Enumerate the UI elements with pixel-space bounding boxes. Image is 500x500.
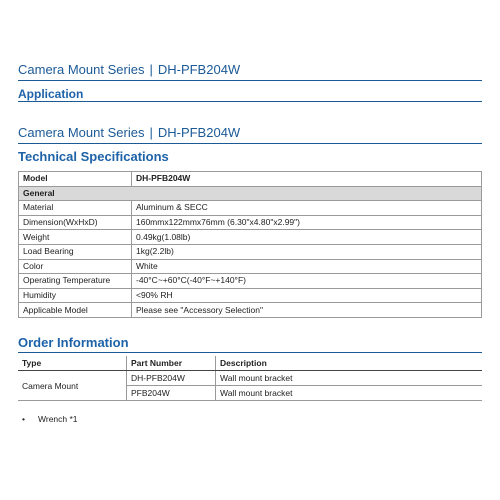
spec-model-row xyxy=(19,172,482,187)
application-title: Application xyxy=(18,87,84,101)
table-row xyxy=(19,244,482,259)
spec-label: Weight xyxy=(19,230,132,245)
spec-table xyxy=(18,171,482,318)
order-table xyxy=(18,356,482,401)
table-row xyxy=(19,274,482,289)
table-row xyxy=(19,201,482,216)
note-text: Wrench *1 xyxy=(38,414,78,424)
desc-header: Description xyxy=(216,356,483,371)
model-name: DH-PFB204W xyxy=(157,125,241,140)
table-row xyxy=(19,215,482,230)
spec-value: Aluminum & SECC xyxy=(132,201,482,216)
model-label: Model xyxy=(19,172,132,187)
type-cell: Camera Mount xyxy=(18,371,127,401)
series-separator: | xyxy=(149,62,153,77)
type-header: Type xyxy=(18,356,127,371)
table-row xyxy=(18,371,482,386)
spec-label: Applicable Model xyxy=(19,303,132,318)
part-header: Part Number xyxy=(127,356,216,371)
spec-rows xyxy=(19,201,482,318)
bullet: • xyxy=(22,414,25,424)
group-label: General xyxy=(19,186,482,201)
model-name: DH-PFB204W xyxy=(157,62,241,77)
model-value: DH-PFB204W xyxy=(132,172,482,187)
table-row xyxy=(19,230,482,245)
tech-spec-title: Technical Specifications xyxy=(18,149,169,164)
spec-label: Load Bearing xyxy=(19,244,132,259)
spec-group-row xyxy=(19,186,482,201)
spec-value: Please see "Accessory Selection" xyxy=(132,303,482,318)
part-cell: DH-PFB204W xyxy=(127,371,216,386)
spec-value: 160mmx122mmx76mm (6.30"x4.80"x2.99") xyxy=(132,215,482,230)
spec-value: <90% RH xyxy=(132,288,482,303)
desc-cell: Wall mount bracket xyxy=(216,371,483,386)
spec-value: -40°C~+60°C(-40°F~+140°F) xyxy=(132,274,482,289)
series-name: Camera Mount Series xyxy=(18,62,145,77)
spec-label: Operating Temperature xyxy=(19,274,132,289)
series-header-1 xyxy=(18,62,482,81)
order-header-row xyxy=(18,356,482,371)
series-separator: | xyxy=(149,125,153,140)
spec-value: 1kg(2.2lb) xyxy=(132,244,482,259)
series-header-2 xyxy=(18,125,482,144)
spec-value: White xyxy=(132,259,482,274)
series-name: Camera Mount Series xyxy=(18,125,145,140)
divider xyxy=(18,352,482,353)
order-title: Order Information xyxy=(18,335,129,350)
table-row xyxy=(19,288,482,303)
part-cell: PFB204W xyxy=(127,386,216,401)
accessory-note xyxy=(22,414,78,424)
spec-label: Dimension(WxHxD) xyxy=(19,215,132,230)
divider xyxy=(18,101,482,102)
table-row xyxy=(19,259,482,274)
table-row xyxy=(19,303,482,318)
spec-label: Material xyxy=(19,201,132,216)
spec-label: Color xyxy=(19,259,132,274)
spec-label: Humidity xyxy=(19,288,132,303)
spec-value: 0.49kg(1.08lb) xyxy=(132,230,482,245)
desc-cell: Wall mount bracket xyxy=(216,386,483,401)
